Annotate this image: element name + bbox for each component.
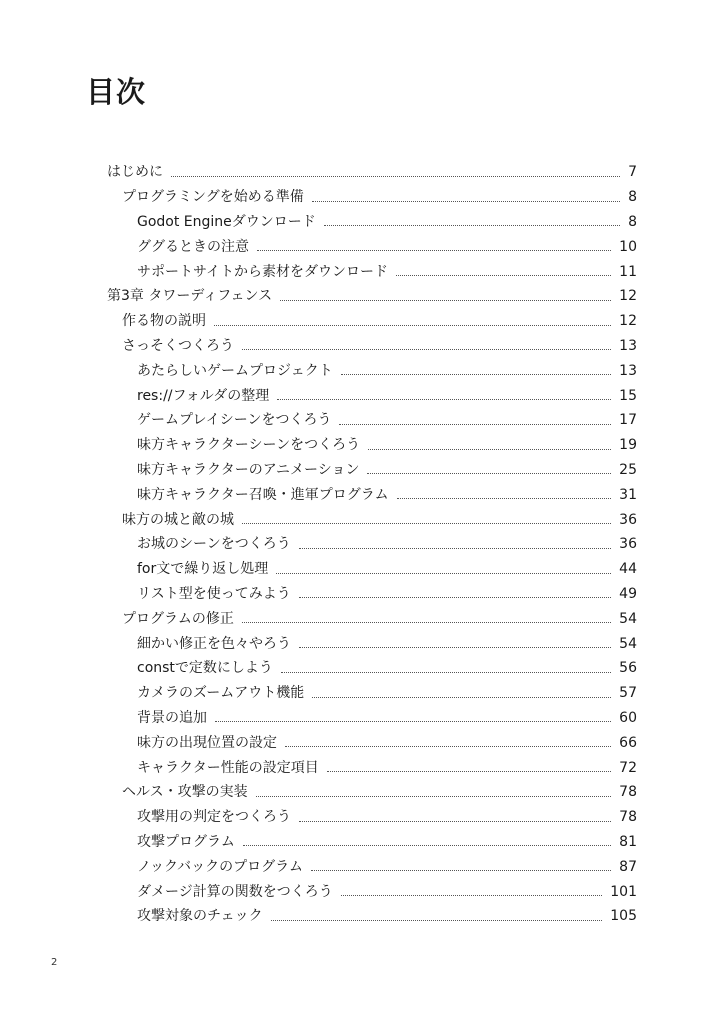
dot-leader [397, 498, 612, 499]
toc-entry [107, 681, 637, 706]
toc-entry-label: 攻撃プログラム [137, 833, 235, 850]
toc-entry-label: 味方キャラクターシーンをつくろう [137, 437, 361, 454]
toc-entry [107, 309, 637, 334]
toc-entry-label: ダメージ計算の関数をつくろう [137, 883, 333, 900]
toc-entry [107, 482, 637, 507]
toc-entry [107, 830, 637, 855]
toc-entry [107, 358, 637, 383]
toc-entry-page: 36 [619, 511, 637, 528]
toc-entry-page: 81 [619, 833, 637, 850]
toc-entry-page: 60 [619, 709, 637, 726]
toc-entry-page: 54 [619, 610, 637, 627]
toc-entry [107, 259, 637, 284]
toc-entry-page: 56 [619, 660, 637, 677]
toc-entry-label: ヘルス・攻撃の実装 [122, 784, 248, 801]
toc-entry [107, 730, 637, 755]
page-number: 2 [51, 957, 58, 968]
toc-entry [107, 284, 637, 309]
toc-entry-page: 17 [619, 412, 637, 429]
dot-leader [339, 424, 611, 425]
toc-entry-page: 13 [619, 362, 637, 379]
dot-leader [271, 920, 603, 921]
dot-leader [242, 622, 611, 623]
toc-entry-label: プログラムの修正 [122, 610, 234, 627]
toc-entry [107, 805, 637, 830]
toc-entry [107, 234, 637, 259]
toc-entry-label: お城のシーンをつくろう [137, 536, 291, 553]
page-title: 目次 [86, 75, 147, 109]
toc-entry-page: 8 [628, 213, 637, 230]
dot-leader [257, 250, 611, 251]
table-of-contents [107, 160, 637, 929]
dot-leader [285, 746, 611, 747]
toc-entry [107, 557, 637, 582]
dot-leader [276, 573, 611, 574]
toc-entry-page: 13 [619, 337, 637, 354]
toc-entry [107, 408, 637, 433]
toc-entry [107, 433, 637, 458]
toc-entry [107, 706, 637, 731]
dot-leader [214, 325, 611, 326]
dot-leader [280, 300, 611, 301]
toc-entry-label: はじめに [107, 164, 163, 181]
toc-entry-label: 味方キャラクター召喚・進軍プログラム [137, 486, 389, 503]
dot-leader [281, 672, 611, 673]
toc-entry-label: プログラミングを始める準備 [122, 189, 304, 206]
toc-entry [107, 160, 637, 185]
toc-entry-label: リスト型を使ってみよう [137, 585, 291, 602]
toc-entry-page: 57 [619, 685, 637, 702]
dot-leader [299, 647, 611, 648]
toc-entry-label: カメラのズームアウト機能 [137, 685, 305, 702]
toc-entry-label: 攻撃用の判定をつくろう [137, 809, 291, 826]
toc-entry-label: for文で繰り返し処理 [137, 561, 269, 578]
toc-entry-label: 攻撃対象のチェック [137, 908, 263, 925]
toc-entry-label: 細かい修正を色々やろう [137, 635, 291, 652]
toc-entry-page: 105 [610, 908, 637, 925]
dot-leader [312, 697, 611, 698]
toc-entry [107, 383, 637, 408]
toc-entry [107, 904, 637, 929]
dot-leader [341, 374, 611, 375]
toc-entry [107, 185, 637, 210]
dot-leader [215, 721, 611, 722]
toc-entry-label: サポートサイトから素材をダウンロード [137, 263, 389, 280]
toc-entry [107, 656, 637, 681]
toc-entry-page: 78 [619, 809, 637, 826]
dot-leader [256, 796, 612, 797]
toc-entry [107, 507, 637, 532]
toc-entry-page: 44 [619, 561, 637, 578]
toc-entry-label: ゲームプレイシーンをつくろう [137, 412, 332, 429]
toc-entry-page: 7 [628, 164, 637, 181]
toc-entry [107, 755, 637, 780]
toc-entry-label: 味方の出現位置の設定 [137, 734, 277, 751]
toc-entry-label: あたらしいゲームプロジェクト [137, 362, 333, 379]
toc-entry-page: 87 [619, 858, 637, 875]
toc-entry-label: キャラクター性能の設定項目 [137, 759, 319, 776]
toc-entry-label: ノックバックのプログラム [137, 858, 304, 875]
toc-entry-page: 101 [610, 883, 637, 900]
dot-leader [312, 201, 620, 202]
toc-entry-label: 背景の追加 [137, 709, 207, 726]
toc-entry-page: 72 [619, 759, 637, 776]
toc-entry [107, 334, 637, 359]
toc-entry [107, 210, 637, 235]
dot-leader [299, 597, 611, 598]
toc-entry [107, 631, 637, 656]
dot-leader [243, 845, 611, 846]
toc-entry-page: 31 [619, 486, 637, 503]
dot-leader [396, 275, 611, 276]
toc-entry-page: 19 [619, 437, 637, 454]
toc-entry [107, 458, 637, 483]
toc-entry-label: 第3章 タワーディフェンス [107, 288, 273, 305]
toc-entry-label: constで定数にしよう [137, 660, 273, 677]
dot-leader [242, 349, 611, 350]
toc-entry-page: 11 [619, 263, 637, 280]
toc-entry-label: 味方キャラクターのアニメーション [137, 461, 360, 478]
dot-leader [242, 523, 611, 524]
toc-entry-page: 12 [619, 313, 637, 330]
dot-leader [171, 176, 620, 177]
toc-entry-page: 54 [619, 635, 637, 652]
toc-entry-label: ググるときの注意 [137, 238, 249, 255]
dot-leader [327, 771, 611, 772]
toc-entry-label: さっそくつくろう [122, 337, 234, 354]
dot-leader [341, 895, 603, 896]
dot-leader [367, 473, 611, 474]
toc-entry [107, 854, 637, 879]
toc-entry-page: 8 [628, 189, 637, 206]
toc-entry [107, 606, 637, 631]
dot-leader [299, 548, 611, 549]
toc-entry-label: Godot Engineダウンロード [137, 213, 316, 230]
toc-entry-page: 15 [619, 387, 637, 404]
dot-leader [277, 399, 611, 400]
toc-entry-page: 10 [619, 238, 637, 255]
toc-entry-page: 36 [619, 536, 637, 553]
toc-entry [107, 879, 637, 904]
toc-entry-page: 78 [619, 784, 637, 801]
dot-leader [299, 821, 611, 822]
dot-leader [324, 225, 620, 226]
dot-leader [368, 449, 611, 450]
toc-entry-label: res://フォルダの整理 [137, 387, 270, 404]
toc-entry-label: 作る物の説明 [122, 313, 206, 330]
toc-entry-page: 25 [619, 461, 637, 478]
toc-entry-page: 12 [619, 288, 637, 305]
toc-entry [107, 582, 637, 607]
toc-entry [107, 532, 637, 557]
toc-entry-label: 味方の城と敵の城 [122, 511, 234, 528]
toc-entry-page: 49 [619, 585, 637, 602]
toc-entry-page: 66 [619, 734, 637, 751]
dot-leader [311, 870, 611, 871]
toc-entry [107, 780, 637, 805]
